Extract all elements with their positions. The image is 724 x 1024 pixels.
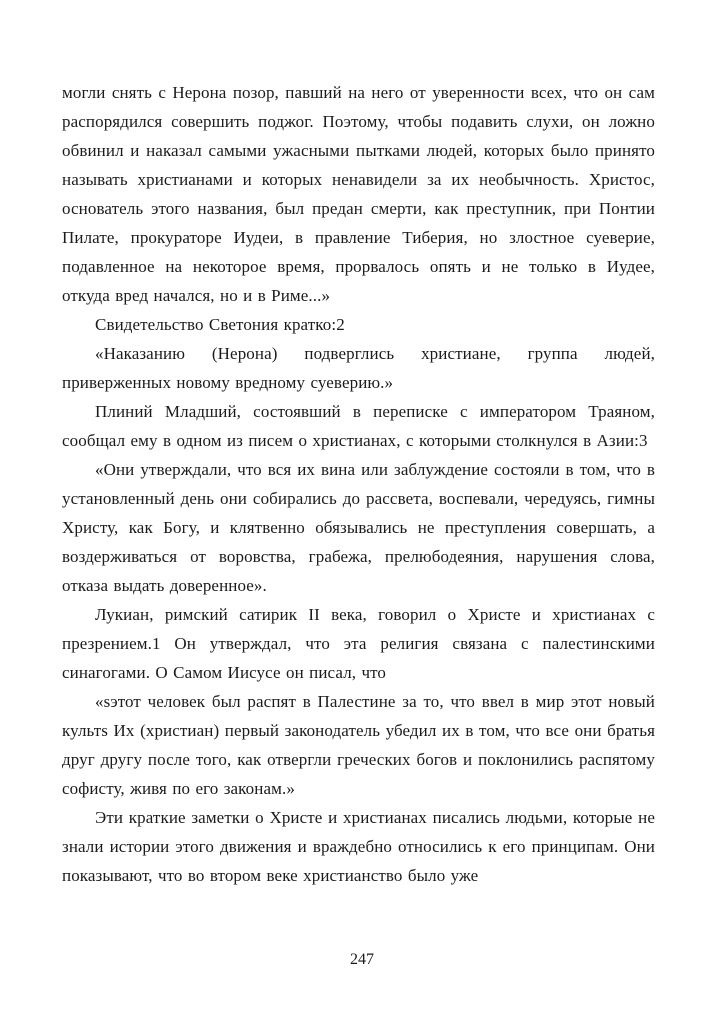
page-body bbox=[62, 78, 655, 890]
paragraph-lucian-quote: «sэтот человек был распят в Палестине за то, что ввел в мир этот новый культs Их (христиан) первый законодатель убедил их в том, что все они братья друг другу после того, как отвергли греческих богов и поклонились распятому софисту, живя по его законам.» bbox=[62, 692, 655, 798]
page-number: 247 bbox=[350, 951, 374, 968]
paragraph-suetonius-intro: Свидетельство Светония кратко:2 bbox=[95, 315, 345, 334]
paragraph-pliny-quote: «Они утверждали, что вся их вина или заблуждение состояли в том, что в установленный день они собирались до рассвета, воспевали, чередуясь, гимны Христу, как Богу, и клятвенно обязывались не преступления совершать, а воздерживаться от воровства, грабежа, прелюбодеяния, нарушения слова, отказа выдать доверенное». bbox=[62, 460, 655, 595]
paragraph-lucian-intro: Лукиан, римский сатирик II века, говорил о Христе и христианах с презрением.1 Он утверждал, что эта религия связана с палестинскими синагогами. О Самом Иисусе он писал, что bbox=[62, 605, 655, 682]
paragraph-closing-remarks: Эти краткие заметки о Христе и христианах писались людьми, которые не знали истории этого движения и враждебно относились к его принципам. Они показывают, что во втором веке христианство было уже bbox=[62, 808, 655, 885]
paragraph-suetonius-quote: «Наказанию (Нерона) подверглись христиане, группа людей, приверженных новому вредному суеверию.» bbox=[62, 344, 655, 392]
paragraph-pliny-intro: Плиний Младший, состоявший в переписке с императором Траяном, сообщал ему в одном из писем о христианах, с которыми столкнулся в Азии:3 bbox=[62, 402, 655, 450]
paragraph-tacitus-quote-continuation: могли снять с Нерона позор, павший на него от уверенности всех, что он сам распорядился совершить поджог. Поэтому, чтобы подавить слухи, он ложно обвинил и наказал самыми ужасными пытками людей, которых было принято называть христианами и которых ненавидели за их необычность. Христос, основатель этого названия, был предан смерти, как преступник, при Понтии Пилате, прокураторе Иудеи, в правление Тиберия, но злостное суеверие, подавленное на некоторое время, прорвалось опять и не только в Иудее, откуда вред начался, но и в Риме...» bbox=[62, 83, 655, 305]
